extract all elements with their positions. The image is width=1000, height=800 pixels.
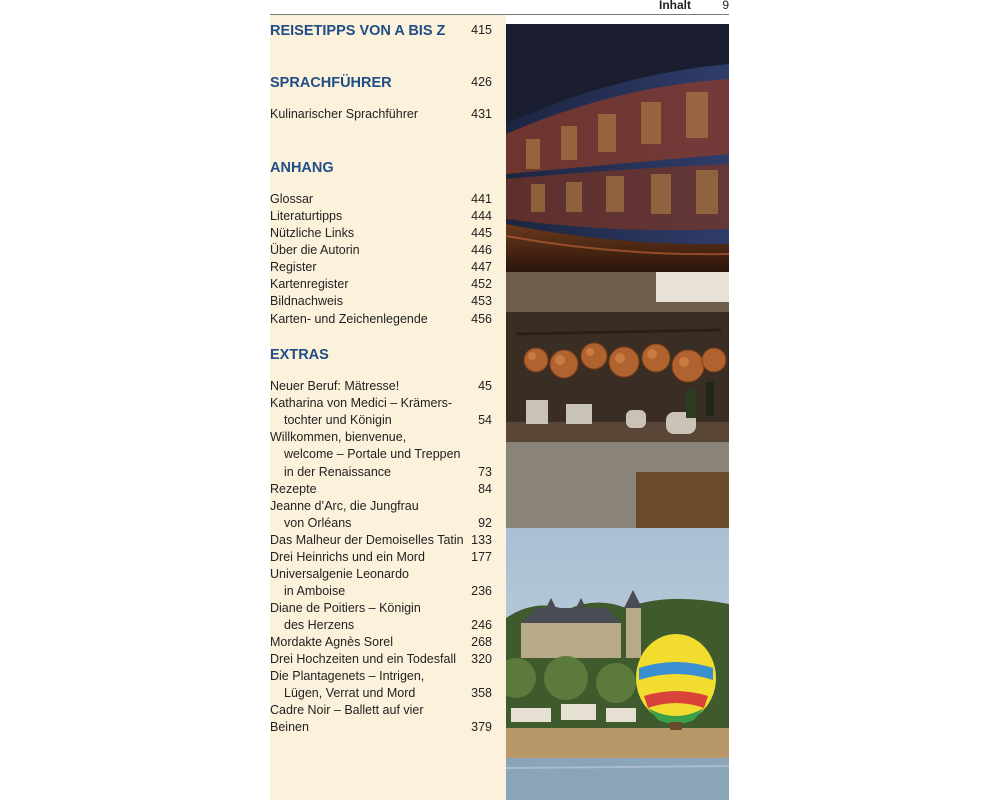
entry-page: 441 [471,192,492,206]
entry-label: Universalgenie Leonardo [270,567,409,581]
header-page-number: 9 [722,0,729,12]
table-of-contents [270,15,506,800]
entry-label: Diane de Poitiers – Königin [270,601,421,615]
entry-label: Kulinarischer Sprachführer [270,107,418,121]
entry-label: tochter und Königin [284,413,392,427]
chateau-balloon-photo [506,528,729,800]
entry-label: Neuer Beruf: Mätresse! [270,379,400,393]
section-title: REISETIPPS VON A BIS Z [270,23,446,39]
entry-label: Karten- und Zeichenlegende [270,312,428,326]
header-title: Inhalt [659,0,691,12]
entry-label: welcome – Portale und Treppen [284,447,461,461]
entry-page: 444 [471,209,492,223]
entry-page: 452 [471,277,492,291]
entry-label: Drei Heinrichs und ein Mord [270,550,425,564]
entry-label: Willkommen, bienvenue, [270,430,407,444]
section-page: 426 [471,75,492,89]
entry-page: 320 [471,652,492,666]
entry-page: 84 [478,482,492,496]
entry-label: Rezepte [270,482,317,496]
entry-page: 54 [478,413,492,427]
entry-label: des Herzens [284,618,355,632]
entry-label: Die Plantagenets – Intrigen, [270,669,425,683]
page-header [270,0,729,15]
entry-label: Glossar [270,192,314,206]
entry-page: 133 [471,533,492,547]
entry-label: in der Renaissance [284,465,392,479]
entry-page: 446 [471,243,492,257]
entry-page: 431 [471,107,492,121]
entry-label: von Orléans [284,516,352,530]
entry-label: Drei Hochzeiten und ein Todesfall [270,652,456,666]
tapestry-photo [506,24,729,272]
entry-page: 236 [471,584,492,598]
entry-page: 45 [478,379,492,393]
entry-page: 73 [478,465,492,479]
section-title: EXTRAS [270,347,329,363]
entry-label: Cadre Noir – Ballett auf vier [270,703,424,717]
section-title: ANHANG [270,160,334,176]
entry-label: Register [270,260,317,274]
entry-label: Mordakte Agnès Sorel [270,635,393,649]
entry-label: Das Malheur der Demoiselles Tatin [270,533,464,547]
copper-pots-kitchen-photo [506,272,729,528]
entry-page: 246 [471,618,492,632]
entry-page: 445 [471,226,492,240]
entry-page: 268 [471,635,492,649]
entry-label: Beinen [270,720,309,734]
entry-label: Katharina von Medici – Krämers- [270,396,453,410]
entry-label: in Amboise [284,584,346,598]
entry-label: Kartenregister [270,277,349,291]
entry-page: 453 [471,294,492,308]
entry-label: Nützliche Links [270,226,355,240]
section-title: SPRACHFÜHRER [270,75,392,91]
entry-label: Lügen, Verrat und Mord [284,686,416,700]
entry-label: Bildnachweis [270,294,343,308]
entry-label: Literaturtipps [270,209,343,223]
section-page: 415 [471,23,492,37]
entry-page: 379 [471,720,492,734]
entry-page: 456 [471,312,492,326]
entry-page: 92 [478,516,492,530]
entry-label: Jeanne d’Arc, die Jungfrau [270,499,419,513]
entry-page: 358 [471,686,492,700]
entry-page: 447 [471,260,492,274]
entry-label: Über die Autorin [270,243,360,257]
entry-page: 177 [471,550,492,564]
